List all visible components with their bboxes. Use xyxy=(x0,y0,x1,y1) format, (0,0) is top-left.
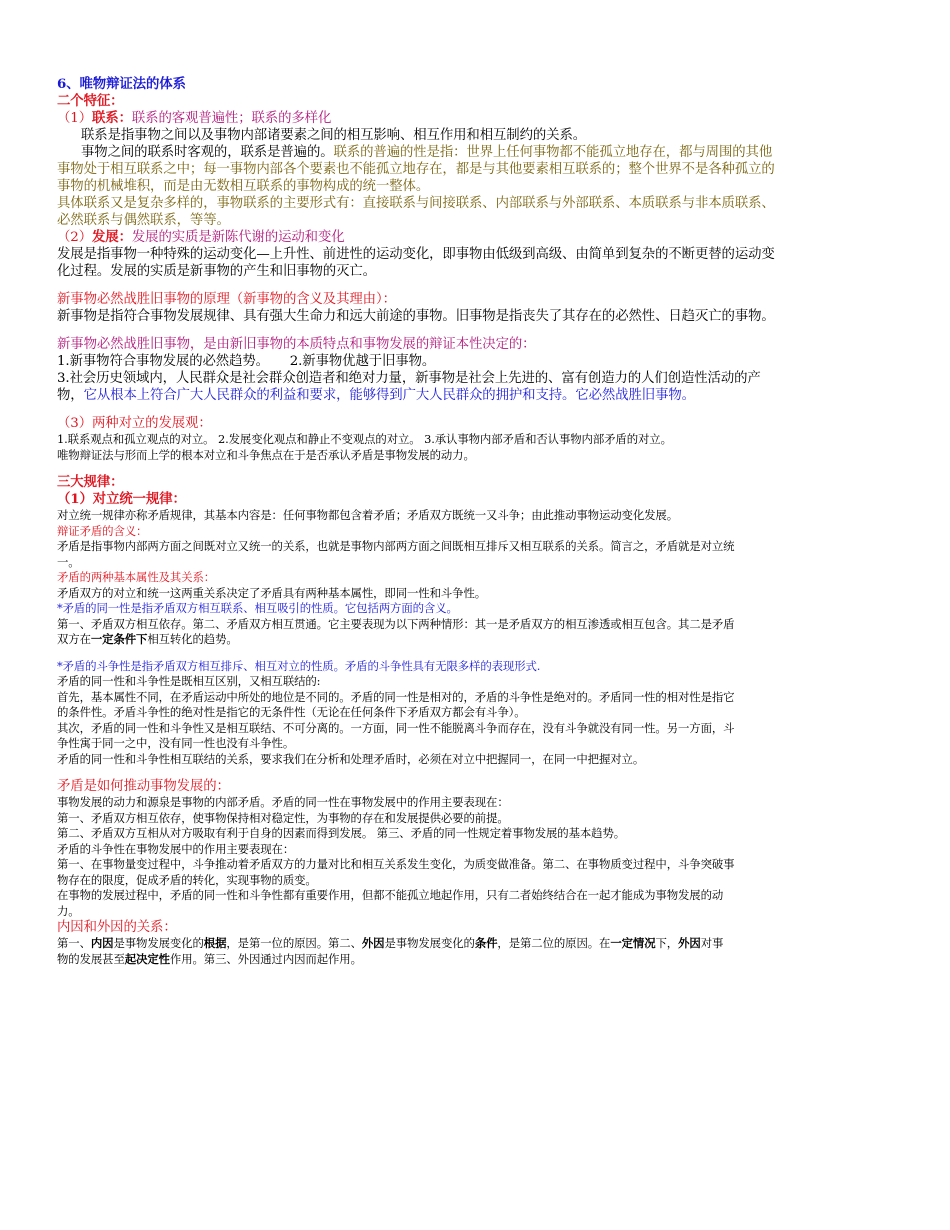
causes-line1 xyxy=(57,936,895,952)
connection-p2a: 事物之间的联系时客观的，联系是普遍的。 xyxy=(81,145,334,160)
driving-heading: 矛盾是如何推动事物发展的： xyxy=(57,779,230,794)
driving-p5-line1: 第一、在事物量变过程中，斗争推动着矛盾双方的力量对比和相互关系发生变化，为质变做准备。第二、在事物质变过程中，斗争突破事 xyxy=(57,857,735,871)
relation-p1-line2: 的条件性。矛盾斗争性的绝对性是指它的无条件性（无论在任何条件下矛盾双方都会有斗争）。 xyxy=(57,705,526,719)
contradiction-p1-line1: 矛盾是指事物内部两方面之间既对立又统一的关系，也就是事物内部两方面之间既相互排斥又相互联系的关系。简言之，矛盾就是对立统 xyxy=(57,539,735,553)
connection-p2-line2: 事物处于相互联系之中；每一事物内部各个要素也不能孤立地存在，都是与其他要素相互联系的；整个世界不是各种孤立的 xyxy=(57,162,775,177)
causes-l1-3: 是事物发展变化的 xyxy=(113,936,204,950)
contradiction-heading: 辩证矛盾的含义： xyxy=(57,523,148,538)
identity-p1-line2 xyxy=(57,632,895,648)
causes-l1-11: 下， xyxy=(655,936,679,950)
causes-l1-4: 根据 xyxy=(203,936,227,950)
identity-p1b2: 相互转化的趋势。 xyxy=(147,632,238,646)
connection-p1: 联系是指事物之间以及事物内部诸要素之间的相互影响、相互作用和相互制约的关系。 xyxy=(81,128,587,143)
driving-p1: 事物发展的动力和源泉是事物的内部矛盾。矛盾的同一性在事物发展中的作用主要表现在： xyxy=(57,795,509,809)
new-old-heading: 新事物必然战胜旧事物的原理（新事物的含义及其理由）： xyxy=(57,292,396,307)
two-views-p1: 唯物辩证法与形而上学的根本对立和斗争焦点在于是否承认矛盾是事物发展的动力。 xyxy=(57,447,475,462)
causes-l1-12: 外因 xyxy=(678,936,701,950)
struggle-definition: *矛盾的斗争性是指矛盾双方相互排斥、相互对立的性质。矛盾的斗争性具有无限多样的表现形式. xyxy=(57,658,541,673)
new-old-item1: 1.新事物符合事物发展的必然趋势。 xyxy=(57,354,269,369)
new-old-item3-line1: 3.社会历史领域内，人民群众是社会群众创造者和绝对力量，新事物是社会上先进的、富有创造力的人们创造性活动的产 xyxy=(57,371,761,386)
identity-p1-line1: 第一、矛盾双方相互依存。第二、矛盾双方相互贯通。它主要表现为以下两种情形：其一是矛盾双方的相互渗透或相互包含。其二是矛盾 xyxy=(57,616,735,631)
driving-p6-line1: 在事物的发展过程中，矛盾的同一性和斗争性都有重要作用，但都不能孤立地起作用，只有二者始终结合在一起才能成为事物发展的动 xyxy=(57,888,724,902)
development-sub: 发展的实质是新陈代谢的运动和变化 xyxy=(131,230,345,245)
development-p1-line1: 发展是指事物一种特殊的运动变化—上升性、前进性的运动变化，即事物由低级到高级、由简单到复杂的不断更替的运动变 xyxy=(57,247,775,262)
features-heading: 二个特征： xyxy=(57,93,124,109)
unity-p1: 对立统一规律亦称矛盾规律，其基本内容是：任何事物都包含着矛盾；矛盾双方既统一又斗争；由此推动事物运动变化发展。 xyxy=(57,508,678,522)
connection-p3-line2: 必然联系与偶然联系，等等。 xyxy=(57,213,230,228)
development-num: （2） xyxy=(57,230,93,245)
connection-p2-line3: 事物的机械堆积，而是由无数相互联系的事物构成的统一整体。 xyxy=(57,179,430,194)
relation-p3: 矛盾的同一性和斗争性相互联结的关系，要求我们在分析和处理矛盾时，必须在对立中把握同一，在同一中把握对立。 xyxy=(57,751,645,766)
identity-p1b-bold: 一定条件下 xyxy=(90,632,148,646)
attrs-p1: 矛盾双方的对立和统一这两重关系决定了矛盾具有两种基本属性，即同一性和斗争性。 xyxy=(57,585,487,600)
relation-p2-line1: 其次，矛盾的同一性和斗争性又是相互联结、不可分离的。一方面，同一性不能脱离斗争而存在，没有斗争就没有同一性。另一方面，斗 xyxy=(57,720,735,735)
driving-p3: 第二、矛盾双方互相从对方吸取有利于自身的因素而得到发展。 第三、矛盾的同一性规定着事物发展的基本趋势。 xyxy=(57,826,626,840)
causes-l1-8: 条件 xyxy=(474,936,498,950)
identity-definition: *矛盾的同一性是指矛盾双方相互联系、相互吸引的性质。它包括两方面的含义。 xyxy=(57,601,458,615)
causes-l2-1: 物的发展甚至 xyxy=(57,951,125,966)
relation-p0: 矛盾的同一性和斗争性是既相互区别，又相互联结的: xyxy=(57,674,321,688)
causes-l1-10: 一定情况 xyxy=(610,936,656,950)
new-old-item3c: 它从根本上符合广大人民群众的利益和要求，能够得到广大人民群众的拥护和支持。它必然战胜旧事物。 xyxy=(83,388,695,403)
identity-p1b1: 双方在 xyxy=(57,632,91,646)
causes-l1-2: 内因 xyxy=(90,936,114,950)
new-old-item3-line2 xyxy=(57,387,895,404)
attrs-heading: 矛盾的两种基本属性及其关系： xyxy=(57,570,216,584)
relation-p2-line2: 争性寓于同一之中，没有同一性也没有斗争性。 xyxy=(57,736,295,750)
causes-heading: 内因和外因的关系： xyxy=(57,920,177,935)
section-title: 6、唯物辩证法的体系 xyxy=(57,76,186,92)
connection-p3-line1: 具体联系又是复杂多样的，事物联系的主要形式有：直接联系与间接联系、内部联系与外部联系、本质联系与非本质联系、 xyxy=(57,196,775,211)
causes-line2 xyxy=(57,952,895,968)
laws-heading: 三大规律： xyxy=(57,474,124,490)
two-views-heading: （3）两种对立的发展观： xyxy=(57,416,212,431)
new-old-item3b: 物， xyxy=(57,388,84,403)
relation-p1-line1: 首先，基本属性不同，在矛盾运动中所处的地位是不同的。矛盾的同一性是相对的，矛盾的斗争性是绝对的。矛盾同一性的相对性是指它 xyxy=(57,689,735,704)
new-old-items-line xyxy=(57,353,895,370)
development-p1-line2: 化过程。发展的实质是新事物的产生和旧事物的灭亡。 xyxy=(57,264,376,279)
causes-l1-13: 对事 xyxy=(700,936,724,950)
contradiction-p1-line2: 一。 xyxy=(57,554,80,569)
development-heading xyxy=(57,229,895,246)
connection-p2-line1 xyxy=(57,144,895,161)
new-old-heading2: 新事物必然战胜旧事物，是由新旧事物的本质特点和事物发展的辩证本性决定的： xyxy=(57,337,536,352)
two-views-items: 1.联系观点和孤立观点的对立。 2.发展变化观点和静止不变观点的对立。 3.承认事物内部矛盾和否认事物内部矛盾的对立。 xyxy=(57,432,672,446)
unity-heading: （1）对立统一规律： xyxy=(57,491,186,507)
driving-p4: 矛盾的斗争性在事物发展中的作用主要表现在： xyxy=(57,841,295,856)
causes-l1-9: ，是第二位的原因。在 xyxy=(497,936,611,950)
causes-l1-7: 是事物发展变化的 xyxy=(384,936,475,950)
document-page xyxy=(57,76,895,967)
causes-l1-6: 外因 xyxy=(361,936,385,950)
new-old-p1: 新事物是指符合事物发展规律、具有强大生命力和远大前途的事物。旧事物是指丧失了其存在的必然性、日趋灭亡的事物。 xyxy=(57,309,775,324)
connection-num: （1） xyxy=(57,111,93,126)
causes-l1-1: 第一、 xyxy=(57,936,91,950)
driving-p6-line2: 力。 xyxy=(57,903,80,918)
connection-heading xyxy=(57,110,895,127)
connection-p2b: 联系的普遍的性是指：世界上任何事物都不能孤立地存在，都与周围的其他 xyxy=(333,145,773,160)
causes-l1-5: ，是第一位的原因。第二、 xyxy=(226,936,362,950)
causes-l2-3: 作用。第三、外因通过内因而起作用。 xyxy=(169,951,362,966)
development-label: 发展： xyxy=(92,229,132,245)
connection-label: 联系： xyxy=(92,110,132,126)
new-old-item2: 2.新事物优越于旧事物。 xyxy=(289,354,436,369)
causes-l2-2: 起决定性 xyxy=(124,951,170,966)
driving-p5-line2: 物存在的限度，促成矛盾的转化，实现事物的质变。 xyxy=(57,872,317,887)
driving-p2: 第一、矛盾双方相互依存，使事物保持相对稳定性，为事物的存在和发展提供必要的前提。 xyxy=(57,810,509,825)
connection-sub: 联系的客观普遍性；联系的多样化 xyxy=(131,111,332,126)
